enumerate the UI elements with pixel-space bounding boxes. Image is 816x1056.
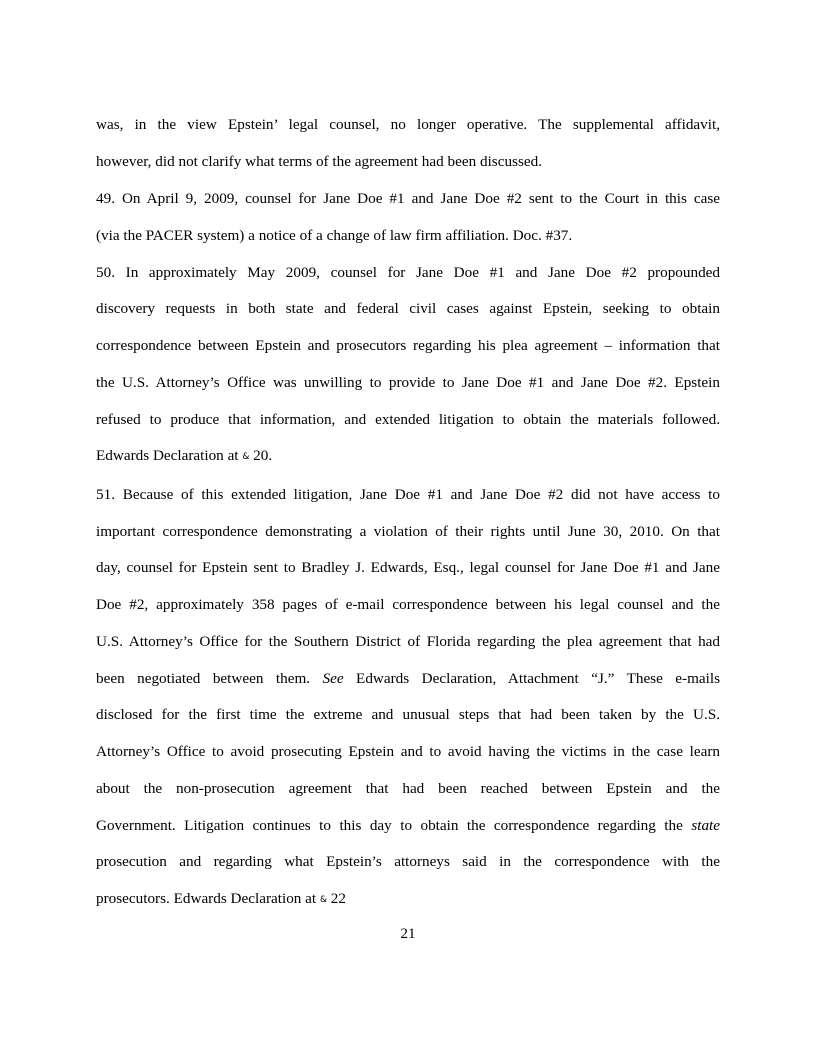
paragraph-51-line: day, counsel for Epstein sent to Bradley J. Edwards, Esq., legal counsel for Jane Doe #1 and Jane xyxy=(96,559,720,576)
text-line: was, in the view Epstein’ legal counsel, no longer operative. The supplemental affidavit, xyxy=(96,116,720,133)
page-number: 21 xyxy=(400,925,416,942)
paragraph-symbol: & xyxy=(319,895,327,905)
declaration-citation: Edwards Declaration at xyxy=(96,447,239,464)
paragraph-51-line: Attorney’s Office to avoid prosecuting Epstein and to avoid having the victims in the case learn xyxy=(96,743,720,760)
declaration-paragraph-number: 20. xyxy=(253,447,273,464)
paragraph-symbol: & xyxy=(242,452,250,462)
paragraph-51-line xyxy=(96,889,720,909)
paragraph-51-line: been negotiated between them. See Edwards Declaration, Attachment “J.” These e-mails xyxy=(96,670,720,687)
paragraph-50-line: 50. In approximately May 2009, counsel for Jane Doe #1 and Jane Doe #2 propounded xyxy=(96,264,720,281)
italic-state: state xyxy=(691,817,720,834)
paragraph-50-line: the U.S. Attorney’s Office was unwilling to provide to Jane Doe #1 and Jane Doe #2. Epstein xyxy=(96,374,720,391)
paragraph-51-line: U.S. Attorney’s Office for the Southern District of Florida regarding the plea agreement that had xyxy=(96,633,720,650)
declaration-citation: prosecutors. Edwards Declaration at xyxy=(96,890,317,907)
paragraph-51-line: Doe #2, approximately 358 pages of e-mail correspondence between his legal counsel and the xyxy=(96,596,720,613)
paragraph-51-line: prosecution and regarding what Epstein’s attorneys said in the correspondence with the xyxy=(96,853,720,870)
paragraph-51-line: about the non-prosecution agreement that had been reached between Epstein and the xyxy=(96,780,720,797)
paragraph-51-line: important correspondence demonstrating a violation of their rights until June 30, 2010. On that xyxy=(96,523,720,540)
paragraph-50-line: refused to produce that information, and extended litigation to obtain the materials followed. xyxy=(96,411,720,428)
paragraph-51-line: disclosed for the first time the extreme and unusual steps that had been taken by the U.S. xyxy=(96,706,720,723)
paragraph-49-line: (via the PACER system) a notice of a change of law firm affiliation. Doc. #37. xyxy=(96,227,573,244)
paragraph-50-line: correspondence between Epstein and prosecutors regarding his plea agreement – information that xyxy=(96,337,720,354)
paragraph-51-line: 51. Because of this extended litigation, Jane Doe #1 and Jane Doe #2 did not have access to xyxy=(96,486,720,503)
paragraph-50-line xyxy=(96,446,720,466)
italic-see: See xyxy=(322,670,344,687)
paragraph-49-line: 49. On April 9, 2009, counsel for Jane Doe #1 and Jane Doe #2 sent to the Court in this case xyxy=(96,190,720,207)
paragraph-50-line: discovery requests in both state and federal civil cases against Epstein, seeking to obtain xyxy=(96,300,720,317)
declaration-paragraph-number: 22 xyxy=(330,890,346,907)
text-line: however, did not clarify what terms of the agreement had been discussed. xyxy=(96,153,543,170)
paragraph-51-line: Government. Litigation continues to this day to obtain the correspondence regarding the state xyxy=(96,817,720,834)
